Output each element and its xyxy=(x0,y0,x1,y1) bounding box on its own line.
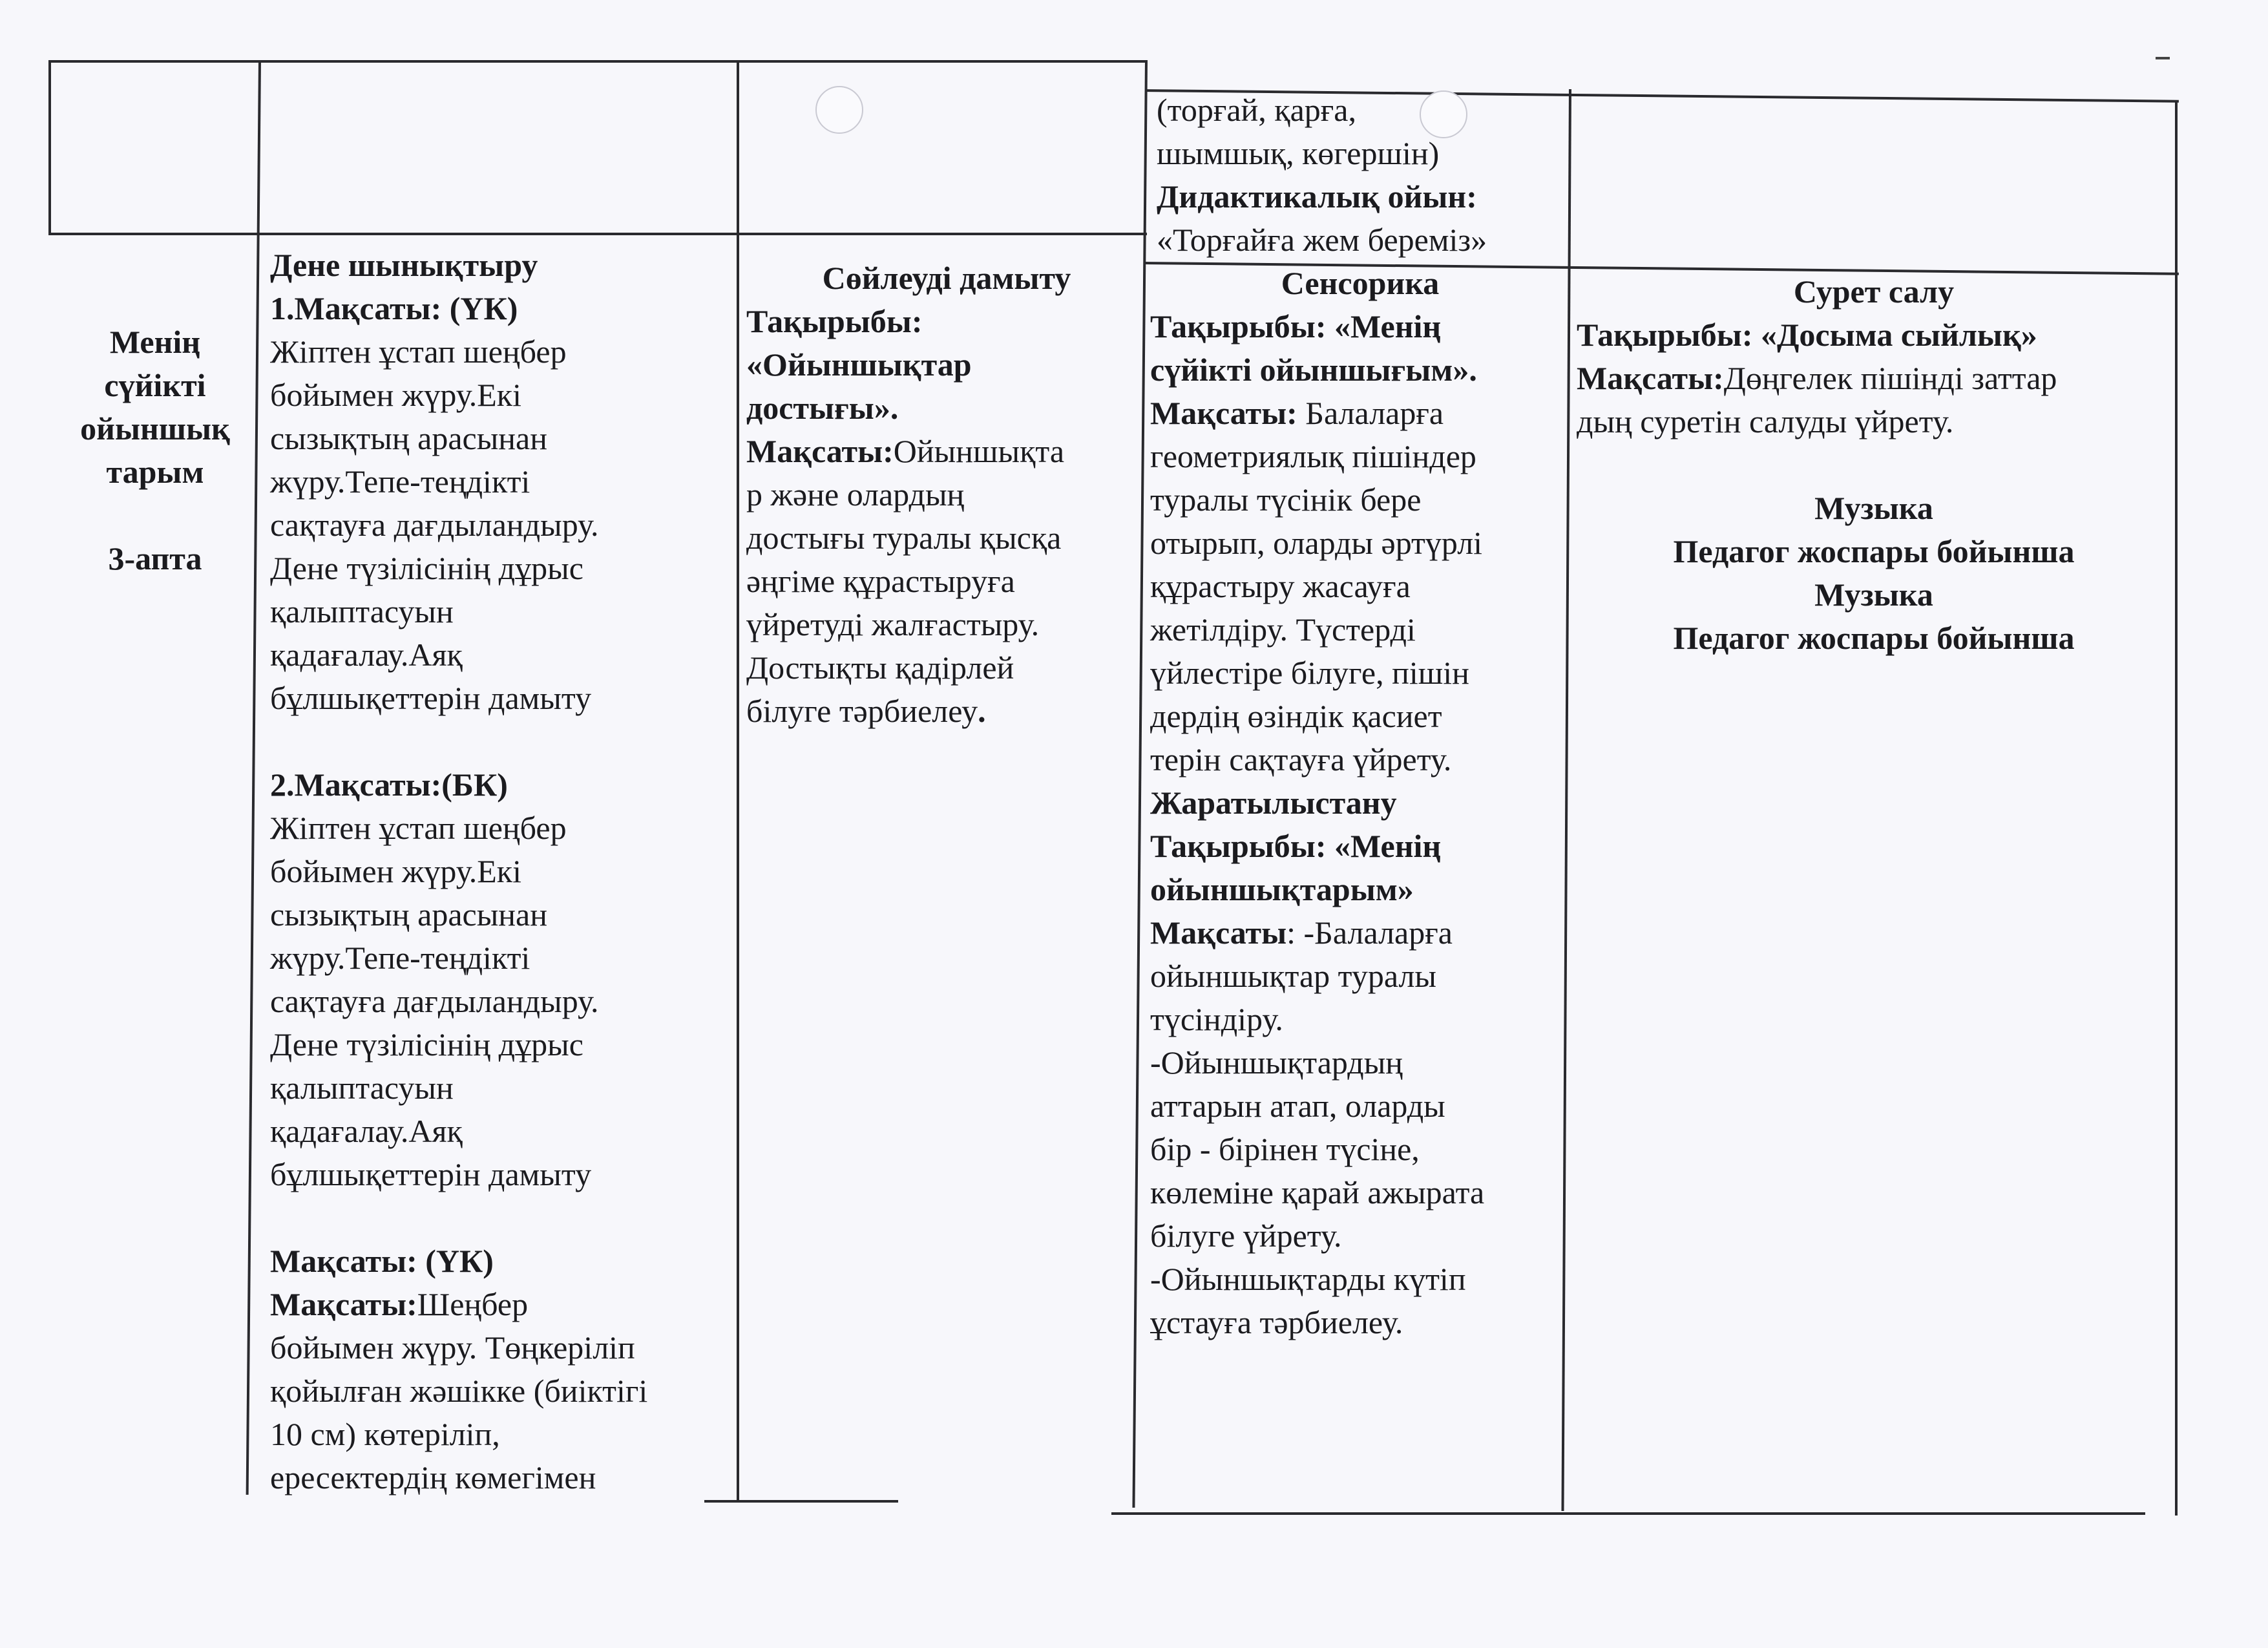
topic-line: Тақырыбы: «Досыма сыйлық» xyxy=(1577,317,2037,353)
goal2-line: сызықтың арасынан xyxy=(270,896,548,933)
topic2-line: ойыншықтарым» xyxy=(1150,871,1414,907)
goal2-line: түсіндіру. xyxy=(1150,1001,1283,1037)
topic-line-4: тарым xyxy=(106,454,204,490)
goal-line: туралы түсінік бере xyxy=(1150,481,1422,518)
column-line-6 xyxy=(2175,100,2178,1516)
topic-line: сүйікті ойыншығым». xyxy=(1150,352,1477,388)
goal1-line: Дене түзілісінің дұрыс xyxy=(270,550,583,586)
sensory-nature-cell xyxy=(1150,262,1570,1344)
goal3-first-line xyxy=(270,1283,735,1326)
goal-line: р және олардың xyxy=(746,476,965,512)
species-line-1: (торғай, қарға, xyxy=(1157,92,1356,128)
goal1-line: сызықтың арасынан xyxy=(270,420,548,456)
music-title: Музыка xyxy=(1814,576,1933,613)
goal-line: Достықты қадірлей xyxy=(746,650,1014,686)
punch-hole xyxy=(815,86,863,134)
goal3-line: бойымен жүру. Төңкеріліп xyxy=(270,1329,635,1366)
topic-line-3: ойыншық xyxy=(80,410,230,447)
goal-last: білуге тәрбиелеу xyxy=(746,693,978,729)
goal-line: құрастыру жасауға xyxy=(1150,568,1411,604)
goal2-line: қадағалау.Аяқ xyxy=(270,1113,463,1149)
goal3-first: Шеңбер xyxy=(417,1286,529,1322)
goal1-line: бұлшықеттерін дамыту xyxy=(270,680,592,716)
goal1-line: қадағалау.Аяқ xyxy=(270,637,463,673)
table-bottom-border-right xyxy=(1111,1512,2145,1515)
goal3-bold: Мақсаты: xyxy=(270,1286,417,1322)
goal2-line: бұлшықеттерін дамыту xyxy=(270,1156,592,1192)
goal2-line: Жіптен ұстап шеңбер xyxy=(270,810,567,846)
goal2-bold: Мақсаты xyxy=(1150,914,1287,951)
goal-line: жетілдіру. Түстерді xyxy=(1150,611,1416,648)
goal-first-line xyxy=(746,430,1147,473)
topic-line: «Ойыншықтар xyxy=(746,346,972,383)
subject-title: Дене шынықтыру xyxy=(270,247,538,283)
goal-line: геометриялық пішіндер xyxy=(1150,438,1476,474)
goal-line: дердің өзіндік қасиет xyxy=(1150,698,1442,734)
goal-first: Балаларға xyxy=(1297,395,1444,431)
goal-first-line xyxy=(1577,357,2171,400)
physical-education-cell xyxy=(270,244,735,1499)
topic-label: Тақырыбы: xyxy=(746,303,923,339)
goal2-line: ұстауға тәрбиелеу. xyxy=(1150,1304,1403,1340)
goal-line: әңгіме құрастыруға xyxy=(746,563,1015,599)
goal-first: Дөңгелек пішінді заттар xyxy=(1723,360,2057,396)
subject-title: Сурет салу xyxy=(1793,273,1955,310)
goal2-line: бойымен жүру.Екі xyxy=(270,853,521,889)
topic-line: Тақырыбы: «Менің xyxy=(1150,308,1442,344)
goal3-label: Мақсаты: (ҮК) xyxy=(270,1243,494,1279)
week-label: 3-апта xyxy=(108,540,202,576)
speech-development-cell xyxy=(746,257,1147,733)
goal-first-line xyxy=(1150,392,1570,435)
goal-last-line xyxy=(746,690,1147,733)
goal-line: үйлестіре білуге, пішін xyxy=(1150,655,1469,691)
goal2-line: Дене түзілісінің дұрыс xyxy=(270,1026,583,1062)
goal2-first: : -Балаларға xyxy=(1286,914,1453,951)
column-line-3 xyxy=(737,60,739,1501)
goal2-line: сақтауға дағдыландыру. xyxy=(270,983,599,1019)
column-line-1 xyxy=(48,60,51,233)
music-note: Педагог жоспары бойынша xyxy=(1673,533,2075,569)
goal-bold: Мақсаты: xyxy=(746,433,894,469)
didactic-game-title: Дидактикалық ойын: xyxy=(1157,178,1477,215)
week-topic-cell xyxy=(52,321,258,580)
goal2-first-line xyxy=(1150,911,1570,955)
goal3-line: 10 см) көтеріліп, xyxy=(270,1416,500,1452)
subject-title: Сенсорика xyxy=(1281,265,1440,301)
goal2-line: білуге үйрету. xyxy=(1150,1218,1342,1254)
goal-first: Ойыншықта xyxy=(893,433,1065,469)
goal-end: . xyxy=(978,693,986,729)
goal1-line: бойымен жүру.Екі xyxy=(270,377,521,413)
drawing-music-cell xyxy=(1577,270,2171,660)
topic-line-2: сүйікті xyxy=(104,367,206,403)
goal1-line: жүру.Тепе-теңдікті xyxy=(270,463,530,500)
goal2-label: 2.Мақсаты:(БК) xyxy=(270,766,508,803)
goal3-line: қойылған жәшікке (биіктігі xyxy=(270,1373,648,1409)
didactic-game-name: «Торғайға жем береміз» xyxy=(1157,222,1487,258)
goal1-line: сақтауға дағдыландыру. xyxy=(270,507,599,543)
goal1-line: қалыптасуын xyxy=(270,593,454,629)
goal2-line: аттарын атап, оларды xyxy=(1150,1088,1445,1124)
music-note: Педагог жоспары бойынша xyxy=(1673,620,2075,656)
table-top-border xyxy=(48,60,1147,63)
goal-line: дың суретін салуды үйрету. xyxy=(1577,403,1954,439)
topic-line-1: Менің xyxy=(109,324,201,360)
goal1-line: Жіптен ұстап шеңбер xyxy=(270,333,567,370)
subject2-title: Жаратылыстану xyxy=(1150,785,1397,821)
goal-line: отырып, оларды әртүрлі xyxy=(1150,525,1483,561)
goal-line: үйретуді жалғастыру. xyxy=(746,606,1040,642)
goal-line: терін сақтауға үйрету. xyxy=(1150,741,1452,777)
goal2-line: -Ойыншықтарды күтіп xyxy=(1150,1261,1466,1297)
goal3-line: ересектердің көмегімен xyxy=(270,1459,596,1495)
goal-line: достығы туралы қысқа xyxy=(746,520,1062,556)
goal2-line: жүру.Тепе-теңдікті xyxy=(270,940,530,976)
goal2-line: -Ойыншықтардың xyxy=(1150,1044,1403,1081)
goal2-line: көлеміне қарай ажырата xyxy=(1150,1174,1485,1210)
goal2-line: ойыншықтар туралы xyxy=(1150,958,1437,994)
goal-bold: Мақсаты: xyxy=(1577,360,1724,396)
goal-bold: Мақсаты: xyxy=(1150,395,1297,431)
row1-col4-cell xyxy=(1157,89,1570,262)
column-line-2 xyxy=(246,60,261,1495)
goal2-line: бір - бірінен түсіне, xyxy=(1150,1131,1420,1167)
row-divider xyxy=(48,233,1147,235)
topic-line: достығы». xyxy=(746,390,899,426)
goal2-line: қалыптасуын xyxy=(270,1070,454,1106)
species-line-2: шымшық, көгершін) xyxy=(1157,135,1440,171)
scan-mark xyxy=(2156,57,2170,59)
goal1-label: 1.Мақсаты: (ҮК) xyxy=(270,290,518,326)
music-title: Музыка xyxy=(1814,490,1933,526)
table-bottom-border xyxy=(704,1500,898,1503)
topic2-line: Тақырыбы: «Менің xyxy=(1150,828,1442,864)
subject-title: Сөйлеуді дамыту xyxy=(822,260,1071,296)
